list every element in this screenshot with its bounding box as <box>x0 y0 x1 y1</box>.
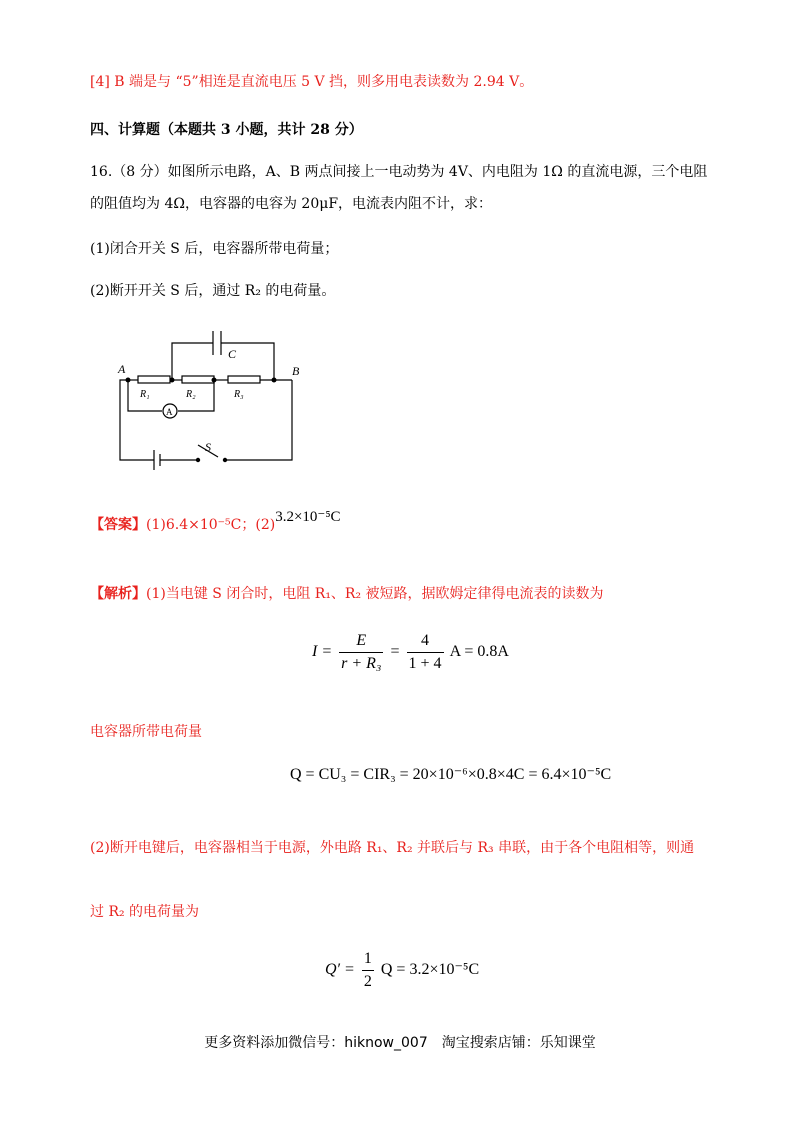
circuit-diagram <box>100 325 310 475</box>
analysis-line-3: (2)断开电键后，电容器相当于电源，外电路 R₁、R₂ 并联后与 R₃ 串联，由于各个电阻相等，则通 <box>90 840 695 856</box>
item-4-line: [4] B 端是与 “5”相连是直流电压 5 V 挡，则多用电表读数为 2.94 V。 <box>90 74 534 90</box>
analysis-line-4: 过 R₂ 的电荷量为 <box>90 904 200 920</box>
label-r2: R₂ <box>186 389 196 400</box>
resistor-r2 <box>182 376 214 383</box>
resistor-r1 <box>138 376 170 383</box>
equation-2: Q = CU₃ = CIR₃ = 20×10⁻⁶×0.8×4C = 6.4×10⁻⁵C <box>290 766 612 783</box>
analysis-text-1: (1)当电键 S 闭合时，电阻 R₁、R₂ 被短路，据欧姆定律得电流表的读数为 <box>146 586 604 602</box>
analysis-line-1 <box>90 584 604 604</box>
section-heading: 四、计算题（本题共 3 小题，共计 28 分） <box>90 122 363 138</box>
label-r1: R₁ <box>140 389 150 400</box>
label-s: S <box>205 440 211 454</box>
eq1-f1-den: r + R₃ <box>339 652 383 673</box>
eq3-rhs: Q = 3.2×10⁻⁵C <box>380 961 480 979</box>
answer-tail: 3.2×10⁻⁵C <box>275 509 341 525</box>
label-a: A <box>118 362 126 376</box>
question-line-1: 16.（8 分）如图所示电路，A、B 两点间接上一电动势为 4V、内电阻为 1Ω 的直流电源，三个电阻 <box>90 164 708 180</box>
answer-tag: 【答案】 <box>90 517 146 533</box>
eq3-lhs: Q′ = <box>325 961 355 979</box>
eq3-num: 1 <box>363 950 372 967</box>
question-line-2: 的阻值均为 4Ω，电容器的电容为 20μF，电流表内阻不计，求： <box>90 196 493 212</box>
answer-text: (1)6.4×10⁻⁵C；(2) <box>146 517 276 533</box>
eq1-rhs: A = 0.8A <box>449 643 509 661</box>
eq1-f2-num: 4 <box>421 632 430 649</box>
resistor-r3 <box>228 376 260 383</box>
eq1-mid: = <box>390 643 400 661</box>
eq3-fraction <box>362 950 374 991</box>
label-ammeter: A <box>166 407 173 417</box>
eq1-fraction-2 <box>407 632 444 673</box>
eq1-f2-den: 1 + 4 <box>407 652 444 673</box>
footer: 更多资料添加微信号：hiknow_007 淘宝搜索店铺：乐知课堂 <box>204 1035 596 1051</box>
eq1-fraction-1 <box>339 632 383 673</box>
analysis-line-2: 电容器所带电荷量 <box>90 724 202 740</box>
eq3-den: 2 <box>362 970 374 991</box>
label-b: B <box>292 364 300 378</box>
equation-1 <box>312 632 509 673</box>
eq1-f1-num: E <box>356 632 367 649</box>
question-part-1: (1)闭合开关 S 后，电容器所带电荷量； <box>90 241 339 257</box>
label-r3: R₃ <box>234 389 244 400</box>
question-part-2: (2)断开开关 S 后，通过 R₂ 的电荷量。 <box>90 283 336 299</box>
equation-3 <box>325 950 479 991</box>
answer-line <box>90 509 341 535</box>
eq1-lhs: I = <box>312 643 333 661</box>
label-c: C <box>228 347 237 361</box>
analysis-tag: 【解析】 <box>90 586 146 602</box>
